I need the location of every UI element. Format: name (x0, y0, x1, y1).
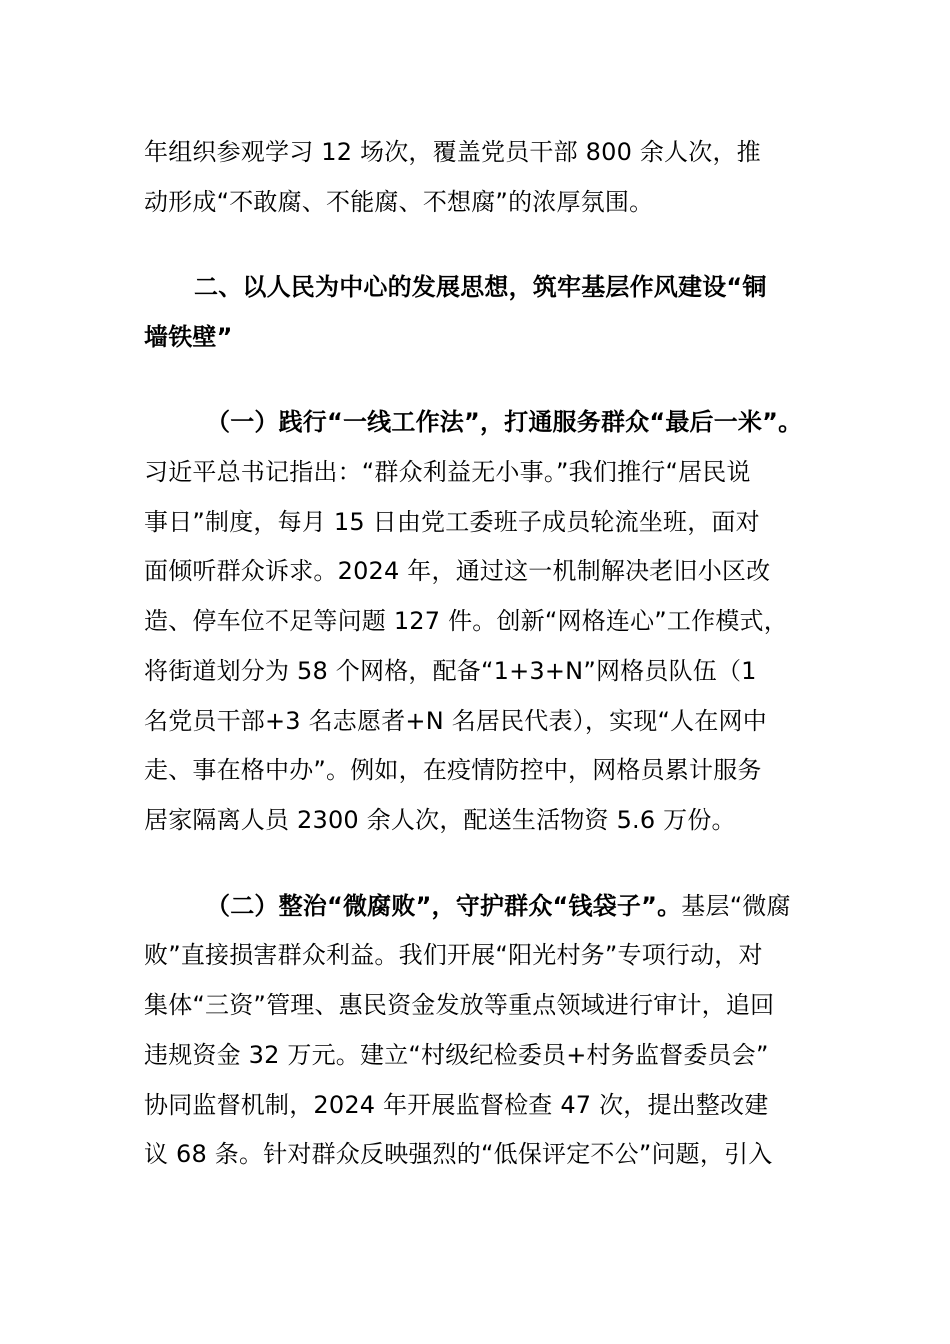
paragraph-line: 败”直接损害群众利益。我们开展“阳光村务”专项行动，对 (144, 941, 763, 969)
paragraph-text: 基层“微腐 (681, 892, 791, 920)
paragraph-line: 协同监督机制，2024 年开展监督检查 47 次，提出整改建 (144, 1091, 769, 1119)
paragraph-line: 名党员干部+3 名志愿者+N 名居民代表），实现“人在网中 (144, 707, 767, 735)
paragraph-line: 年组织参观学习 12 场次，覆盖党员干部 800 余人次，推 (144, 138, 761, 166)
paragraph-line: 违规资金 32 万元。建立“村级纪检委员+村务监督委员会” (144, 1041, 769, 1069)
paragraph-line: 面倾听群众诉求。2024 年，通过这一机制解决老旧小区改 (144, 557, 771, 585)
paragraph-line: 议 68 条。针对群众反映强烈的“低保评定不公”问题，引入 (144, 1140, 773, 1168)
paragraph-line: 居家隔离人员 2300 余人次，配送生活物资 5.6 万份。 (144, 806, 736, 834)
subsection-line (206, 881, 791, 931)
subsection-heading: （一）践行“一线工作法”，打通服务群众“最后一米”。 (206, 408, 803, 436)
section-heading-line: 墙铁壁” (144, 323, 233, 351)
paragraph-line: 走、事在格中办”。例如，在疫情防控中，网格员累计服务 (144, 756, 762, 784)
subsection-heading: （二）整治“微腐败”，守护群众“钱袋子”。 (206, 892, 682, 920)
paragraph-line: 将街道划分为 58 个网格，配备“1+3+N”网格员队伍（1 (144, 657, 757, 685)
paragraph-line: 事日”制度，每月 15 日由党工委班子成员轮流坐班，面对 (144, 508, 760, 536)
paragraph-line: 习近平总书记指出：“群众利益无小事。”我们推行“居民说 (144, 458, 751, 486)
paragraph-line: 动形成“不敢腐、不能腐、不想腐”的浓厚氛围。 (144, 188, 654, 216)
section-heading-line: 二、以人民为中心的发展思想，筑牢基层作风建设“铜 (194, 273, 767, 301)
paragraph-line: 造、停车位不足等问题 127 件。创新“网格连心”工作模式， (144, 607, 788, 635)
paragraph-line: 集体“三资”管理、惠民资金发放等重点领域进行审计，追回 (144, 991, 775, 1019)
